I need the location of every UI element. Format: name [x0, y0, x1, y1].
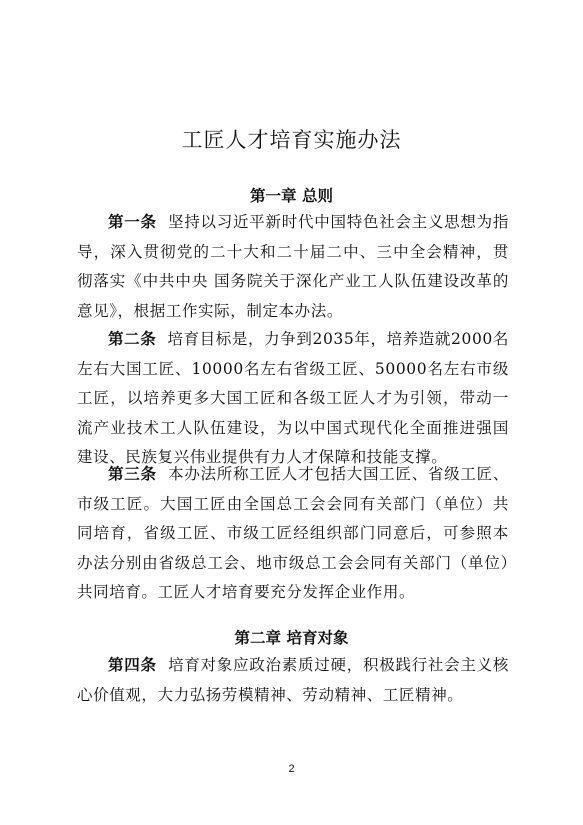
article-text: 坚持以习近平新时代中国特色社会主义思想为指导，深入贯彻党的二十大和二十届二中、三中全会精神，贯彻落实《中共中央 国务院关于深化产业工人队伍建设改革的意见》，根据工作实际，制定本办法。 [77, 213, 509, 320]
page-number: 2 [288, 763, 295, 775]
article-label: 第四条 [108, 656, 157, 674]
article-text: 培育目标是，力争到2035年，培养造就2000名左右大国工匠、10000名左右省级工匠、50000名左右市级工匠，以培养更多大国工匠和各级工匠人才为引领，带动一流产业技术工人队伍建设，为以中国式现代化全面推进强国建设、民族复兴伟业提供有力人才保障和技能支撑。 [77, 330, 510, 466]
article-label: 第二条 [108, 330, 157, 348]
article-label: 第三条 [108, 465, 157, 483]
article-text: 培育对象应政治素质过硬，积极践行社会主义核心价值观，大力弘扬劳模精神、劳动精神、工匠精神。 [77, 656, 509, 704]
article-label: 第一条 [108, 213, 157, 231]
article-paragraph [77, 208, 509, 326]
chapter-heading: 第一章 总则 [250, 187, 333, 205]
chapter-heading: 第二章 培育对象 [234, 629, 349, 647]
document-title: 工匠人才培育实施办法 [181, 128, 402, 152]
article-paragraph [77, 460, 509, 608]
article-text: 本办法所称工匠人才包括大国工匠、省级工匠、市级工匠。大国工匠由全国总工会会同有关部门（单位）共同培育，省级工匠、市级工匠经组织部门同意后，可参照本办法分别由省级总工会、地市级总工会会同有关部门（单位）共同培育。工匠人才培育要充分发挥企业作用。 [77, 465, 509, 601]
article-paragraph [77, 651, 509, 710]
article-paragraph [77, 325, 509, 473]
